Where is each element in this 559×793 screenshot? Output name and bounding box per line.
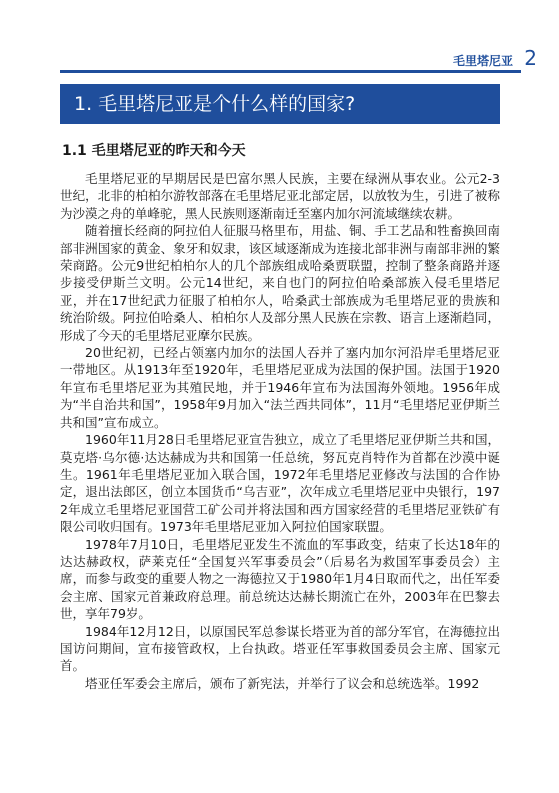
page-number: 2 — [524, 46, 537, 70]
section-title: 1.1 毛里塔尼亚的昨天和今天 — [62, 143, 246, 159]
paragraph: 毛里塔尼亚的早期居民是巴富尔黑人民族，主要在绿洲从事农业。公元2-3世纪，北非的柏柏尔游牧部落在毛里塔尼亚北部定居，以放牧为生，引进了被称为沙漠之舟的单峰驼，黑人民族则逐渐南迁至塞内加尔河流域继续农耕。 — [60, 171, 500, 221]
chapter-title: 1. 毛里塔尼亚是个什么样的国家? — [60, 84, 500, 124]
header-rule — [60, 70, 521, 73]
paragraph: 1978年7月10日，毛里塔尼亚发生不流血的军事政变，结束了长达18年的达达赫政权，萨莱克任“全国复兴军事委员会”（后易名为救国军事委员会）主席，而参与政变的重要人物之一海德拉又于1980年1月4日取而代之，出任军委会主席、国家元首兼政府总理。前总统达达赫长期流亡在外，2003年在巴黎去世，享年79岁。 — [60, 536, 500, 622]
body-text — [60, 170, 500, 692]
paragraph: 随着擅长经商的阿拉伯人征服马格里布，用盐、铜、手工艺品和牲畜换回南部非洲国家的黄金、象牙和奴隶，该区域逐渐成为连接北部非洲与南部非洲的繁荣商路。公元9世纪柏柏尔人的几个部族组成哈桑贾联盟，控制了整条商路并逐步接受伊斯兰文明。公元14世纪，来自也门的阿拉伯哈桑部族入侵毛里塔尼亚，并在17世纪武力征服了柏柏尔人，哈桑武士部族成为毛里塔尼亚的贵族和统治阶级。阿拉伯哈桑人、柏柏尔人及部分黑人民族在宗教、语言上逐渐趋同，形成了今天的毛里塔尼亚摩尔民族。 — [60, 223, 500, 343]
paragraph: 1984年12月12日，以原国民军总参谋长塔亚为首的部分军官，在海德拉出国访问期间，宣布接管政权，上台执政。塔亚任军事救国委员会主席、国家元首。 — [60, 623, 500, 674]
paragraph: 20世纪初，已经占领塞内加尔的法国人吞并了塞内加尔河沿岸毛里塔尼亚一带地区。从1913年至1920年，毛里塔尼亚成为法国的保护国。法国于1920年宣布毛里塔尼亚为其殖民地，并于1946年宣布为法国海外领地。1956年成为“半自治共和国”，1958年9月加入“法兰西共同体”，11月“毛里塔尼亚伊斯兰共和国”宣布成立。 — [60, 345, 500, 430]
page-header — [0, 48, 559, 76]
paragraph: 1960年11月28日毛里塔尼亚宣告独立，成立了毛里塔尼亚伊斯兰共和国，莫克塔·乌尔德·达达赫成为共和国第一任总统，努瓦克肖特作为首都在沙漠中诞生。1961年毛里塔尼亚加入联合国，1972年毛里塔尼亚修改与法国的合作协定，退出法郎区，创立本国货币“乌吉亚”，次年成立毛里塔尼亚中央银行，1972年成立毛里塔尼亚国营工矿公司并将法国和西方国家经营的毛里塔尼亚铁矿有限公司收归国有。1973年毛里塔尼亚加入阿拉伯国家联盟。 — [60, 432, 500, 535]
paragraph: 塔亚任军委会主席后，颁布了新宪法，并举行了议会和总统选举。1992 — [85, 675, 480, 691]
running-title: 毛里塔尼亚 — [452, 54, 513, 68]
